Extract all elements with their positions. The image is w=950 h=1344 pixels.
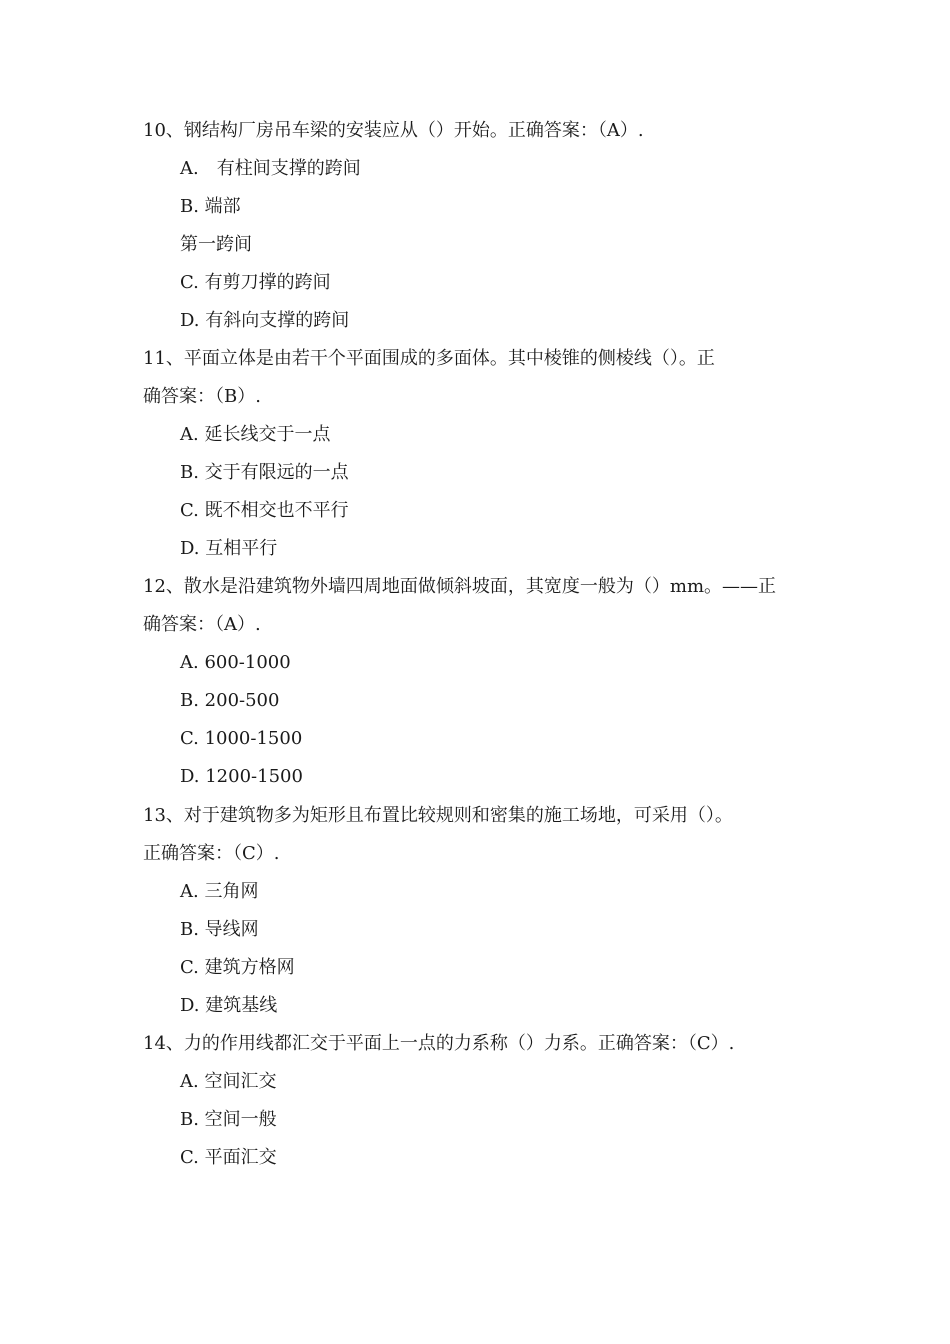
question-12-option-b: B. 200-500 bbox=[180, 690, 280, 711]
question-13-option-d: D. 建筑基线 bbox=[180, 995, 278, 1016]
question-14-option-c: C. 平面汇交 bbox=[180, 1147, 277, 1168]
question-11-option-b: B. 交于有限远的一点 bbox=[180, 462, 349, 483]
question-10-text: 10、钢结构厂房吊车梁的安装应从（）开始。正确答案：（A）. bbox=[143, 120, 644, 141]
question-13-option-b: B. 导线网 bbox=[180, 919, 259, 940]
question-10-option-c: C. 有剪刀撑的跨间 bbox=[180, 272, 331, 293]
question-11-option-a: A. 延长线交于一点 bbox=[180, 424, 331, 445]
question-10-option-a: A. 有柱间支撑的跨间 bbox=[180, 158, 361, 179]
question-12-text-continued: 确答案：（A）. bbox=[143, 614, 261, 635]
question-13-option-a: A. 三角网 bbox=[180, 881, 259, 902]
question-14-text: 14、力的作用线都汇交于平面上一点的力系称（）力系。正确答案：（C）. bbox=[143, 1033, 735, 1054]
question-11-text: 11、平面立体是由若干个平面围成的多面体。其中棱锥的侧棱线（）。正 bbox=[143, 348, 715, 369]
question-13-option-c: C. 建筑方格网 bbox=[180, 957, 295, 978]
question-11-text-continued: 确答案：（B）. bbox=[143, 386, 261, 407]
question-14-option-a: A. 空间汇交 bbox=[180, 1071, 277, 1092]
question-13-text-continued: 正确答案：（C）. bbox=[143, 843, 280, 864]
question-12-option-a: A. 600-1000 bbox=[180, 652, 291, 673]
question-12-option-c: C. 1000-1500 bbox=[180, 728, 303, 749]
question-10-option-b: B. 端部 bbox=[180, 196, 241, 217]
question-13-text: 13、对于建筑物多为矩形且布置比较规则和密集的施工场地，可采用（）。 bbox=[143, 805, 733, 826]
question-11-option-c: C. 既不相交也不平行 bbox=[180, 500, 349, 521]
question-10-option-d: D. 有斜向支撑的跨间 bbox=[180, 310, 350, 331]
question-11-option-d: D. 互相平行 bbox=[180, 538, 278, 559]
question-10-option-b-continued: 第一跨间 bbox=[180, 234, 252, 255]
question-14-option-b: B. 空间一般 bbox=[180, 1109, 277, 1130]
question-12-option-d: D. 1200-1500 bbox=[180, 766, 303, 787]
question-12-text: 12、散水是沿建筑物外墙四周地面做倾斜坡面，其宽度一般为（）mm。——正 bbox=[143, 576, 777, 597]
